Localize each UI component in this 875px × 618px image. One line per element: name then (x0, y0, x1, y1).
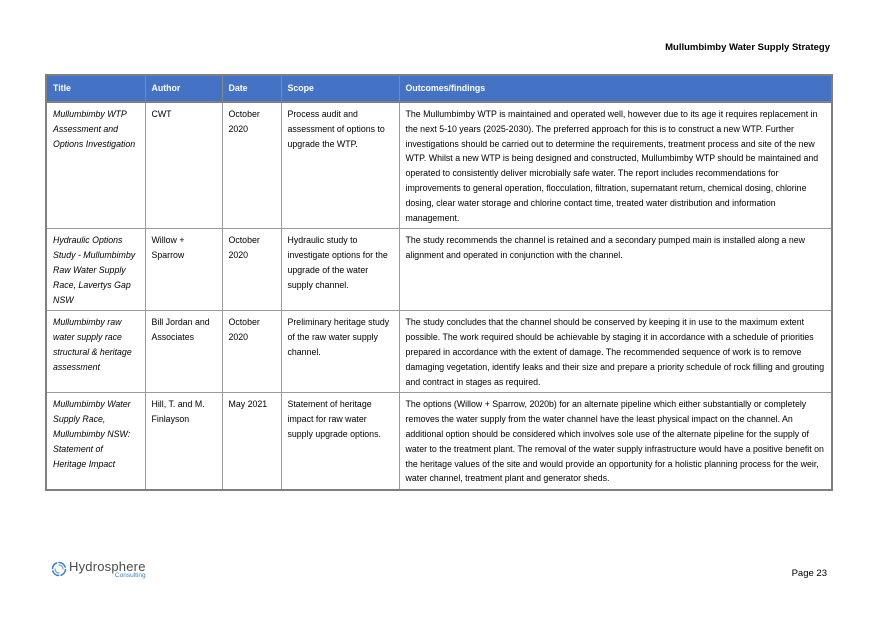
row-author: Willow + Sparrow (145, 229, 222, 311)
table-row (46, 311, 832, 393)
literature-review-table (45, 74, 833, 491)
row-scope: Statement of heritage impact for raw water supply upgrade options. (281, 393, 399, 490)
page-number: Page 23 (791, 568, 827, 579)
row-title: Mullumbimby WTP Assessment and Options Investigation (46, 102, 145, 229)
column-header-outcomes: Outcomes/findings (399, 75, 832, 102)
row-title: Hydraulic Options Study - Mullumbimby Raw Water Supply Race, Lavertys Gap NSW (46, 229, 145, 311)
row-outcomes: The study recommends the channel is retained and a secondary pumped main is installed along a new alignment and operated in conjunction with the channel. (399, 229, 832, 311)
hydrosphere-logo (51, 560, 146, 580)
column-header-scope: Scope (281, 75, 399, 102)
hydrosphere-swirl-icon (51, 561, 67, 577)
row-date: October 2020 (222, 102, 281, 229)
document-title: Mullumbimby Water Supply Strategy (665, 42, 830, 53)
row-date: May 2021 (222, 393, 281, 490)
table-header-row (46, 75, 832, 102)
row-author: CWT (145, 102, 222, 229)
row-author: Bill Jordan and Associates (145, 311, 222, 393)
row-scope: Preliminary heritage study of the raw water supply channel. (281, 311, 399, 393)
row-scope: Hydraulic study to investigate options for the upgrade of the water supply channel. (281, 229, 399, 311)
row-outcomes: The study concludes that the channel should be conserved by keeping it in use to the maximum extent possible. The work required should be achievable by staging it in accordance with a schedule of priorities prepared in accordance with the extent of damage. The recommended sequence of work is to remove damaging vegetation, identify leaks and their size and prepare a priority schedule of rock filling and grouting and contract in stages as required. (399, 311, 832, 393)
row-outcomes: The Mullumbimby WTP is maintained and operated well, however due to its age it requires replacement in the next 5-10 years (2025-2030). The preferred approach for this is to construct a new WTP. Further investigations should be carried out to determine the requirements, treatment process and site of the new WTP. Whilst a new WTP is being designed and constructed, Mullumbimby WTP should be maintained and operated to consistently deliver microbially safe water. The report includes recommendations for improvements to general operation, flocculation, filtration, supernatant return, chemical dosing, chlorine dosing, clear water storage and chlorine contact time, treated water distribution and information management. (399, 102, 832, 229)
row-title: Mullumbimby Water Supply Race, Mullumbimby NSW: Statement of Heritage Impact (46, 393, 145, 490)
column-header-title: Title (46, 75, 145, 102)
column-header-date: Date (222, 75, 281, 102)
row-outcomes: The options (Willow + Sparrow, 2020b) for an alternate pipeline which either substantially or completely removes the water supply from the water channel have the least physical impact on the channel. An additional option should be considered which involves sole use of the alternate pipeline for the supply of water to the treatment plant. The removal of the water supply infrastructure would have a positive benefit on the heritage values of the site and would provide an opportunity for a holistic planning process for the weir, water channel, treatment plant and generator sheds. (399, 393, 832, 490)
logo-subtitle: Consulting (114, 572, 146, 579)
row-date: October 2020 (222, 229, 281, 311)
column-header-author: Author (145, 75, 222, 102)
row-title: Mullumbimby raw water supply race structural & heritage assessment (46, 311, 145, 393)
table-row (46, 102, 832, 229)
logo-name: Hydrosphere (69, 559, 146, 574)
row-date: October 2020 (222, 311, 281, 393)
row-author: Hill, T. and M. Finlayson (145, 393, 222, 490)
row-scope: Process audit and assessment of options to upgrade the WTP. (281, 102, 399, 229)
table-row (46, 229, 832, 311)
table-row (46, 393, 832, 490)
